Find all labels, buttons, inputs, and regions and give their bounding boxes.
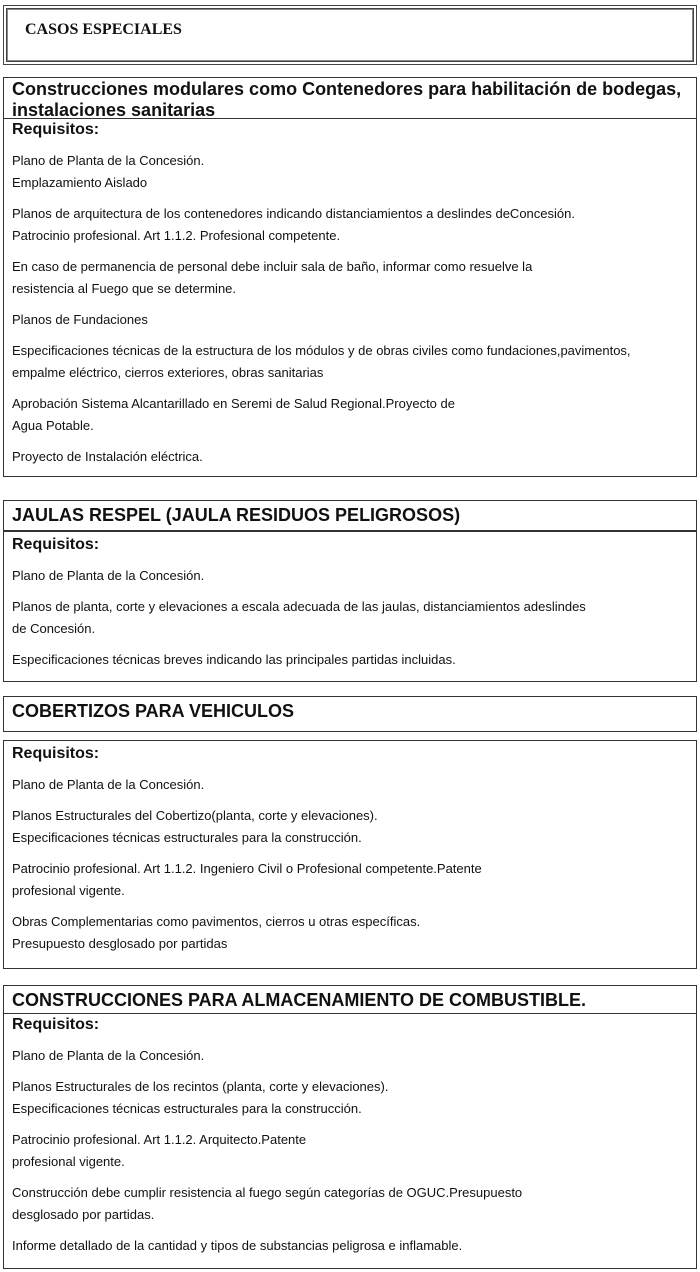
requirement-paragraph (12, 393, 688, 437)
requirement-paragraph (12, 150, 688, 194)
section-body (4, 140, 696, 468)
requirement-paragraph (12, 1129, 688, 1173)
requirement-paragraph (12, 256, 688, 300)
requirement-line: En caso de permanencia de personal debe incluir sala de baño, informar como resuelve la (12, 259, 533, 274)
requirement-line: Emplazamiento Aislado (12, 175, 148, 190)
section-body (4, 1035, 696, 1257)
requirement-line: Plano de Planta de la Concesión. (12, 1048, 205, 1063)
requirement-line: Plano de Planta de la Concesión. (12, 153, 205, 168)
section-title: COBERTIZOS PARA VEHICULOS (12, 701, 295, 721)
requirement-paragraph (12, 858, 688, 902)
requirement-paragraph (12, 911, 688, 955)
requirement-line: profesional vigente. (12, 883, 125, 898)
requirement-line: Proyecto de Instalación eléctrica. (12, 449, 203, 464)
requirement-line: Patrocinio profesional. Art 1.1.2. Arquitecto.Patente (12, 1132, 307, 1147)
requirement-paragraph (12, 340, 688, 384)
requisitos-label: Requisitos: (12, 745, 100, 762)
requirement-line: Planos de planta, corte y elevaciones a escala adecuada de las jaulas, distanciamientos adeslindes (12, 599, 586, 614)
section-title: JAULAS RESPEL (JAULA RESIDUOS PELIGROSOS) (12, 505, 461, 525)
requirement-line: Plano de Planta de la Concesión. (12, 777, 205, 792)
requirement-paragraph (12, 1182, 688, 1226)
requirement-line: Agua Potable. (12, 418, 94, 433)
requirement-paragraph (12, 1045, 688, 1067)
section-cobertizos (3, 740, 697, 969)
requirement-line: resistencia al Fuego que se determine. (12, 281, 237, 296)
section-combustible (3, 985, 697, 1269)
requirement-paragraph (12, 309, 688, 331)
requirement-line: Construcción debe cumplir resistencia al fuego según categorías de OGUC.Presupuesto (12, 1185, 523, 1200)
section-modulares (3, 77, 697, 477)
requirement-line: empalme eléctrico, cierros exteriores, obras sanitarias (12, 365, 324, 380)
section-title-box (3, 500, 697, 532)
section-title-box (3, 696, 697, 732)
section-title: CONSTRUCCIONES PARA ALMACENAMIENTO DE COMBUSTIBLE. (4, 986, 696, 1014)
requirement-line: Informe detallado de la cantidad y tipos de substancias peligrosa e inflamable. (12, 1238, 463, 1253)
requirement-line: Planos de arquitectura de los contenedores indicando distanciamientos a deslindes deConcesión. (12, 206, 575, 221)
requirement-paragraph (12, 1235, 688, 1257)
header-title: CASOS ESPECIALES (25, 21, 182, 38)
requirement-line: Obras Complementarias como pavimentos, cierros u otras específicas. (12, 914, 421, 929)
requirement-paragraph (12, 774, 688, 796)
requirement-line: profesional vigente. (12, 1154, 125, 1169)
requirement-line: Especificaciones técnicas estructurales para la construcción. (12, 1101, 362, 1116)
requirement-paragraph (12, 446, 688, 468)
requirement-paragraph (12, 805, 688, 849)
section-respel (3, 530, 697, 682)
requirement-paragraph (12, 649, 688, 671)
requirement-line: Patrocinio profesional. Art 1.1.2. Profesional competente. (12, 228, 341, 243)
requirement-line: Especificaciones técnicas de la estructura de los módulos y de obras civiles como fundaciones,pavimentos, (12, 343, 631, 358)
requirement-line: de Concesión. (12, 621, 96, 636)
requirement-line: Especificaciones técnicas breves indicando las principales partidas incluidas. (12, 652, 456, 667)
requirement-line: Presupuesto desglosado por partidas (12, 936, 228, 951)
requirement-line: Planos Estructurales de los recintos (planta, corte y elevaciones). (12, 1079, 389, 1094)
requirement-line: desglosado por partidas. (12, 1207, 155, 1222)
section-body (4, 555, 696, 671)
requirement-line: Especificaciones técnicas estructurales para la construcción. (12, 830, 362, 845)
requirement-paragraph (12, 1076, 688, 1120)
requirement-line: Patrocinio profesional. Art 1.1.2. Ingeniero Civil o Profesional competente.Patente (12, 861, 482, 876)
requirement-line: Plano de Planta de la Concesión. (12, 568, 205, 583)
requisitos-label: Requisitos: (12, 121, 100, 138)
requirement-paragraph (12, 203, 688, 247)
requirement-paragraph (12, 596, 688, 640)
section-body (4, 764, 696, 955)
requirement-line: Aprobación Sistema Alcantarillado en Seremi de Salud Regional.Proyecto de (12, 396, 455, 411)
requirement-line: Planos de Fundaciones (12, 312, 148, 327)
requisitos-label: Requisitos: (12, 1016, 100, 1033)
header-box (3, 5, 697, 65)
requirement-line: Planos Estructurales del Cobertizo(planta, corte y elevaciones). (12, 808, 378, 823)
requisitos-label: Requisitos: (12, 536, 100, 553)
section-title: Construcciones modulares como Contenedores para habilitación de bodegas, instalaciones sanitarias (4, 78, 696, 119)
requirement-paragraph (12, 565, 688, 587)
